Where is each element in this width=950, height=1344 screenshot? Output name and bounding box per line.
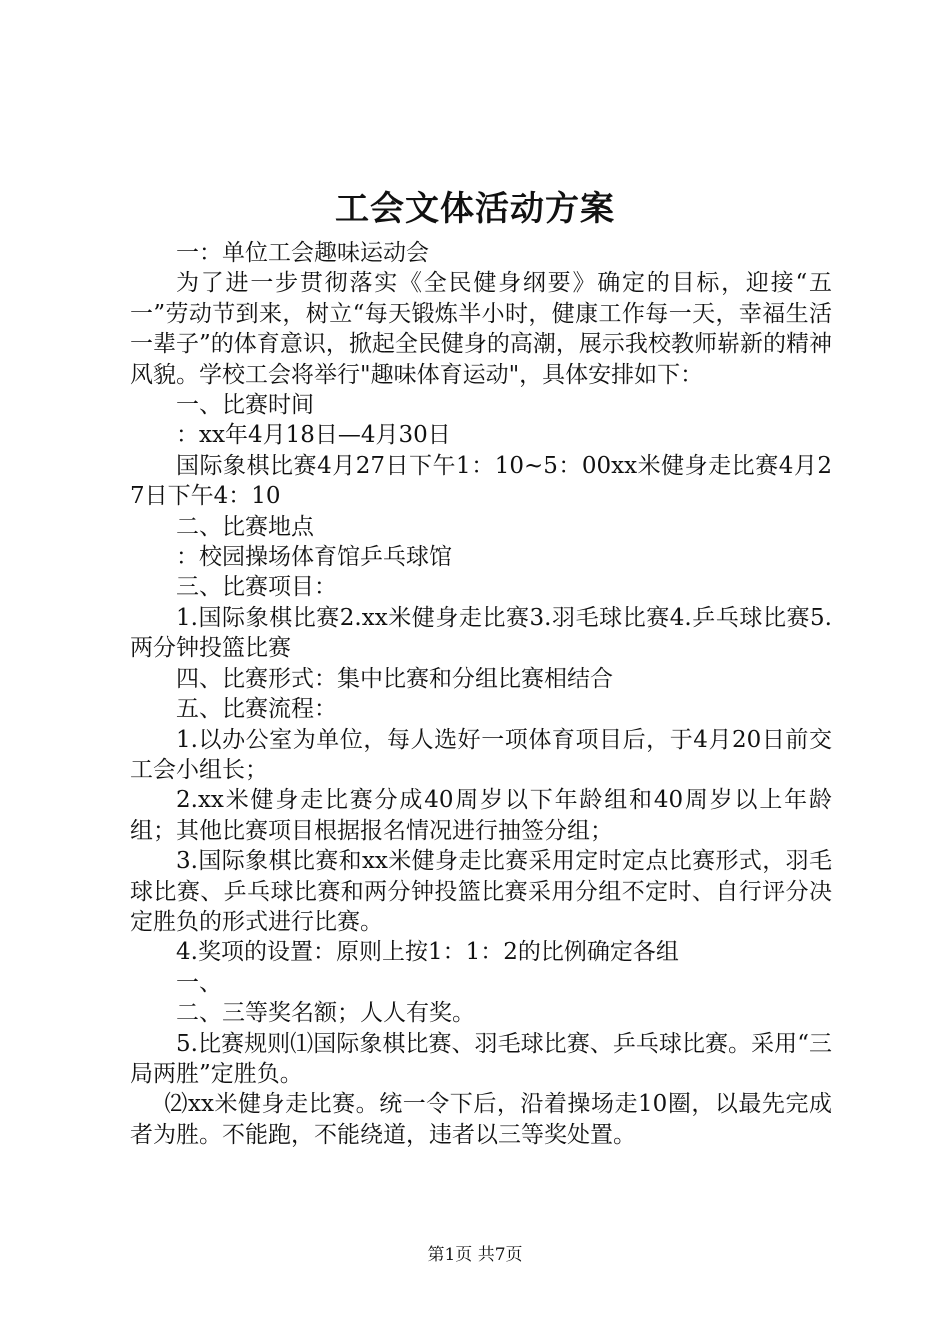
paragraph: 1.以办公室为单位，每人选好一项体育项目后，于4月20日前交工会小组长； bbox=[130, 726, 832, 783]
paragraph: 1.国际象棋比赛2.xx米健身走比赛3.羽毛球比赛4.乒乓球比赛5.两分钟投篮比赛 bbox=[130, 604, 832, 662]
paragraph: 一、 bbox=[176, 969, 222, 996]
paragraph: 二、比赛地点 bbox=[176, 513, 314, 540]
paragraph: ：xx年4月18日—4月30日 bbox=[176, 422, 451, 449]
paragraph: 5.比赛规则⑴国际象棋比赛、羽毛球比赛、乒乓球比赛。采用“三局两胜”定胜负。 bbox=[130, 1030, 832, 1087]
document-title: 工会文体活动方案 bbox=[335, 189, 615, 229]
paragraph: 二、三等奖名额；人人有奖。 bbox=[176, 1000, 475, 1027]
paragraph: 国际象棋比赛4月27日下午1：10~5：00xx米健身走比赛4月27日下午4：10 bbox=[130, 452, 832, 510]
paragraph: 3.国际象棋比赛和xx米健身走比赛采用定时定点比赛形式，羽毛球比赛、乒乓球比赛和两分钟投篮比赛采用分组不定时、自行评分决定胜负的形式进行比赛。 bbox=[130, 848, 832, 935]
paragraph: 一、比赛时间 bbox=[176, 392, 314, 419]
paragraph: 为了进一步贯彻落实《全民健身纲要》确定的目标，迎接“五一”劳动节到来，树立“每天锻炼半小时，健康工作每一天，幸福生活一辈子”的体育意识，掀起全民健身的高潮，展示我校教师崭新的精神风貌。学校工会将举行"趣味体育运动"，具体安排如下： bbox=[130, 270, 832, 388]
page-number-footer: 第1页 共7页 bbox=[427, 1245, 523, 1265]
paragraph: 三、比赛项目： bbox=[176, 574, 337, 601]
paragraph: ⑵xx米健身走比赛。统一令下后，沿着操场走10圈，以最先完成者为胜。不能跑，不能绕道，违者以三等奖处置。 bbox=[130, 1091, 832, 1148]
paragraph: 五、比赛流程： bbox=[176, 696, 337, 723]
paragraph: 四、比赛形式：集中比赛和分组比赛相结合 bbox=[176, 665, 613, 692]
paragraph: ：校园操场体育馆乒乓球馆 bbox=[176, 544, 452, 571]
paragraph: 一：单位工会趣味运动会 bbox=[176, 240, 429, 266]
paragraph: 2.xx米健身走比赛分成40周岁以下年龄组和40周岁以上年龄组；其他比赛项目根据报名情况进行抽签分组； bbox=[130, 787, 832, 844]
paragraph: 4.奖项的设置：原则上按1：1：2的比例确定各组 bbox=[176, 939, 679, 966]
document-body bbox=[130, 238, 832, 1150]
